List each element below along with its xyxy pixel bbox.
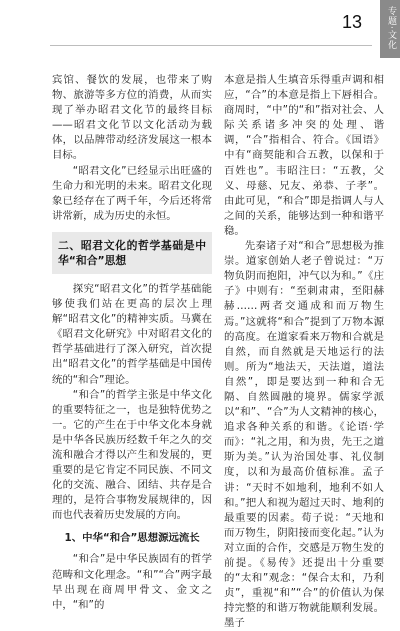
right-column xyxy=(224,73,384,631)
left-column xyxy=(52,73,212,613)
side-tab xyxy=(380,0,400,58)
side-tab-label: 专题·文化 xyxy=(386,6,396,50)
paragraph: 先秦诸子对“和合”思想极为推崇。道家创始人老子曾说过：“万物负阴而抱阳，冲气以为和。”《庄子》中则有：“至刺肃肃，至阳赫赫……两者交通成和而万物生焉。”这就将“和合”提到了万物本源的高度。在道家看来万物和合就是自然，而自然就是天地运行的法则。所为“地法天，天法道，道法自然”，即是要达到一种和合无隔、自然圆融的境界。儒家学派以“和”、“合”为人文精神的核心，追求各种关系的和谐。《论语·学而》：“礼之用，和为贵，先王之道斯为美。”认为治国处事、礼仪制度，以和为最高价值标准。孟子讲：“天时不如地利，地利不如人和。”把人和视为超过天时、地利的最重要的因素。荀子说：“天地和而万物生，阴阳接而变化起。”认为对立面的合作，交感是万物生发的前提。《易传》还提出十分重要的“太和”观念：“保合太和，乃利贞”，重视“和”“合”的价值认为保持完整的和谐万物就能顺利发展。墨子 xyxy=(224,240,384,630)
paragraph: 探究“昭君文化”的哲学基础能够使我们站在更高的层次上理解“昭君文化”的精神实质。马冀在《昭君文化研究》中对昭君文化的哲学基础进行了深入研究，首次提出“昭君文化”的哲学基础是中国传统的“和合”理论。 xyxy=(52,282,212,386)
paragraph: 本意是指人生填音乐得重声调和相应，“合”的本意是指上下唇相合。商周时，“中”的“和”指对社会、人际关系诸多冲突的处理、谐调，“合”指相合、符合。《国语》中有“商契能和合五教，以保和于百姓也”。韦昭注曰：“五教，父义、母慈、兄友、弟恭、子孝”。由此可见，“和合”即是指调人与人之间的关系，能够达到一种和谐平稳。 xyxy=(224,74,384,237)
page-number: 13 xyxy=(342,12,363,32)
paragraph: “和合”是中华民族固有的哲学范畴和文化理念。“和”“合”两字最早出现在商周甲骨文、金文之中，“和”的 xyxy=(52,553,212,611)
paragraph: 宾馆、餐饮的发展，也带来了购物、旅游等多方位的消费，从而实现了举办昭君文化节的最终目标——昭君文化节以文化活动为载体，以品牌带动经济发展这一根本目标。 xyxy=(52,74,212,162)
header-rule xyxy=(50,45,372,46)
subheading: 1、中华“和合”思想源远流长 xyxy=(64,532,200,545)
paragraph: “和合”的哲学主张是中华文化的重要特征之一，也是独特优势之一。它的产生在于中华文化本身就是中华各民族历经数千年之久的交流和融合才得以产生和发展的，更重要的是它肯定不同民族、不同文化的交流、融合、团结、共存是合理的，是符合事物发展规律的，因而也代表着历史发展的方向。 xyxy=(52,388,212,522)
paragraph: “昭君文化”已经显示出旺盛的生命力和光明的未来。昭君文化现象已经存在了两千年，今后还将常讲常新，成为历史的永恒。 xyxy=(52,164,212,222)
section-heading: 二、昭君文化的哲学基础是中华“和合”思想 xyxy=(52,232,212,274)
